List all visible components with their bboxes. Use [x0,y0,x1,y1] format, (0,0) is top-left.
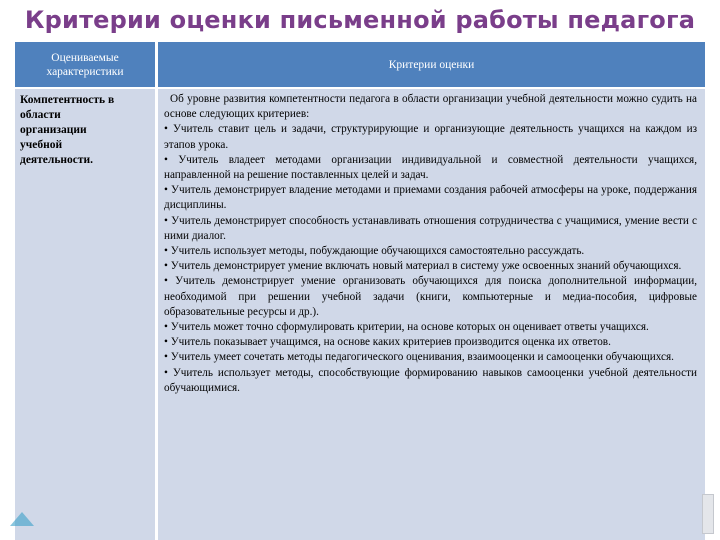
characteristic-line: организации [20,124,87,136]
decorative-shape [702,494,714,534]
criterion-item: • Учитель использует методы, побуждающие обучающихся самостоятельно рассуждать. [164,245,585,258]
characteristic-line: учебной [20,139,63,151]
decorative-shape [10,512,34,526]
characteristic-line: деятельности. [20,154,94,166]
criterion-item: • Учитель демонстрирует способность устанавливать отношения сотрудничества с учащимися, умение вести с ними диалог. [164,214,697,242]
criterion-item: • Учитель может точно сформулировать критерии, на основе которых он оценивает ответы учащихся. [164,321,649,334]
criterion-item: • Учитель использует методы, способствующие формированию навыков самооценки учебной деятельности обучающимися. [164,366,697,394]
criteria-table [15,42,705,540]
criterion-item: • Учитель демонстрирует владение методами и приемами создания рабочей атмосферы на уроке, поддержания дисциплины. [164,184,697,212]
header-criteria: Критерии оценки [158,42,705,87]
criterion-item: • Учитель демонстрирует умение включать новый материал в систему уже освоенных знаний обучающихся. [164,260,682,273]
header-characteristics-line: характеристики [46,65,124,78]
criterion-item: • Учитель показывает учащимся, на основе каких критериев производится оценка их ответов. [164,336,611,349]
criterion-item: • Учитель демонстрирует умение организовать обучающихся для поиска дополнительной информации, необходимой при решении учебной задачи (книги, компьютерные и медиа-пособия, цифровые образовательные ресурсы и др.). [164,275,697,318]
criterion-item: • Учитель ставит цель и задачи, структурирующие и организующие деятельность учащихся на каждом из этапов урока. [164,123,697,151]
header-characteristics-line: Оцениваемые [51,51,119,64]
header-characteristics [15,42,155,87]
characteristic-line: Компетентность в [20,94,115,106]
page-title: Критерии оценки письменной работы педагога [24,6,696,34]
criteria-cell [158,89,705,540]
criteria-intro: Об уровне развития компетентности педагога в области организации учебной деятельности можно судить на основе следующих критериев: [164,93,697,121]
characteristic-cell [15,89,155,540]
characteristic-line: области [20,109,61,121]
criterion-item: • Учитель владеет методами организации индивидуальной и совместной деятельности учащихся, направленной на решение поставленных целей и задач. [164,153,697,182]
criterion-item: • Учитель умеет сочетать методы педагогического оценивания, взаимооценки и самооценки обучающихся. [164,351,674,364]
